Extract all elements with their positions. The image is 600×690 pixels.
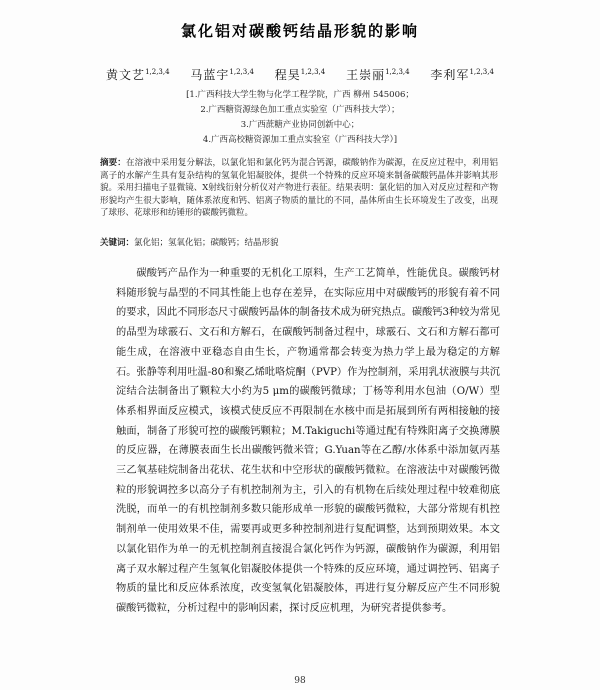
author-list	[0, 66, 600, 83]
keywords-label: 关键词：	[100, 238, 135, 248]
author-name: 黄文艺	[106, 68, 146, 82]
author-affil-sup: 1,2,3,4	[300, 68, 326, 76]
author-2	[190, 68, 254, 82]
affiliation-line: 2.广西糖资源绿色加工重点实验室（广西科技大学）；	[200, 105, 400, 115]
author-1	[106, 68, 170, 82]
author-5	[430, 68, 494, 82]
abstract-label: 摘要：	[100, 158, 126, 168]
keywords-text: 氯化铝；氢氧化铝；碳酸钙；结晶形貌	[134, 238, 279, 248]
paper-title: 氯化铝对碳酸钙结晶形貌的影响	[180, 22, 419, 40]
body-paragraph: 碳酸钙产品作为一种重要的无机化工原料，生产工艺简单，性能优良。碳酸钙材料随形貌与晶型的不同其性能上也存在差异，在实际应用中对碳酸钙的形貌有着不同的要求，因此不同形态尺寸碳酸钙晶体的制备技术成为研究热点。碳酸钙3种较为常见的晶型为球霰石、文石和方解石，在碳酸钙制备过程中，球霰石、文石和方解石都可能生成，在溶液中亚稳态自由生长，产物通常都会转变为热力学上最为稳定的方解石。张静等利用吐温-80和聚乙烯吡咯烷酮（PVP）作为控制剂，采用乳状液膜与共沉淀结合法制备出了颗粒大小约为5 μm的碳酸钙微球；丁杨等利用水包油（O/W）型体系相界面反应模式，该模式使反应不再限制在水核中而是拓展到所有两相接触的接触面，制备了形貌可控的碳酸钙颗粒；M.Takiguchi等通过配有特殊阳离子交换薄膜的反应器，在薄膜表面生长出碳酸钙微米管；G.Yuan等在乙醇/水体系中添加氨丙基三乙氧基硅烷制备出花状、花生状和中空形状的碳酸钙微粒。在溶液法中对碳酸钙微粒的形貌调控多以高分子有机控制剂为主，引入的有机物在后续处理过程中较难彻底洗脱，而单一的有机控制剂多数只能形成单一形貌的碳酸钙微粒，大部分常规有机控制剂单一使用效果不佳，需要再或更多种控制剂进行复配调整，达到预期效果。本文以氯化铝作为单一的无机控制剂直接混合氯化钙作为钙源，碳酸钠作为碳源，利用铝离子双水解过程产生氢氧化铝凝胶体提供一个特殊的反应环境，通过调控钙、铝离子物质的量比和反应体系浓度，改变氢氧化铝凝胶体，再进行复分解反应产生不同形貌碳酸钙微粒，分析过程中的影响因素，探讨反应机理，为研究者提供参考。	[116, 268, 500, 614]
abstract-text: 在溶液中采用复分解法，以氯化铝和氯化钙为混合钙源，碳酸钠作为碳源，在反应过程中，利用铝离子的水解产生具有复杂结构的氢氧化铝凝胶体，提供一个特殊的反应环境来制备碳酸钙晶体并影响其形貌。采用扫描电子显微镜、X射线衍射分析仪对产物进行表征。结果表明：氯化铝的加入对反应过程和产物形貌均产生很大影响，随体系浓度和钙、铝离子物质的量比的不同，晶体所由生长环境发生了改变，出现了球形、花球形和纺锤形的碳酸钙微粒。	[100, 158, 498, 218]
affiliations	[0, 88, 600, 148]
author-name: 马蓝宇	[190, 68, 230, 82]
author-affil-sup: 1,2,3,4	[469, 68, 494, 76]
author-name: 李利军	[430, 68, 470, 82]
author-affil-sup: 1,2,3,4	[229, 68, 254, 76]
affiliation-line: [1.广西科技大学生物与化学工程学院，广西 柳州 545006；	[186, 90, 414, 100]
author-3	[275, 68, 326, 82]
author-affil-sup: 1,2,3,4	[385, 68, 410, 76]
abstract	[100, 157, 498, 220]
affiliation-line: 3.广西蔗糖产业协同创新中心；	[240, 120, 360, 130]
affiliation-line: 4.广西高校糖资源加工重点实验室（广西科技大学）]	[202, 135, 398, 145]
keywords	[100, 237, 498, 249]
page-number: 98	[294, 676, 306, 686]
author-name: 王崇丽	[346, 68, 386, 82]
author-affil-sup: 1,2,3,4	[145, 68, 170, 76]
author-name: 程昊	[274, 68, 301, 82]
author-4	[346, 68, 410, 82]
